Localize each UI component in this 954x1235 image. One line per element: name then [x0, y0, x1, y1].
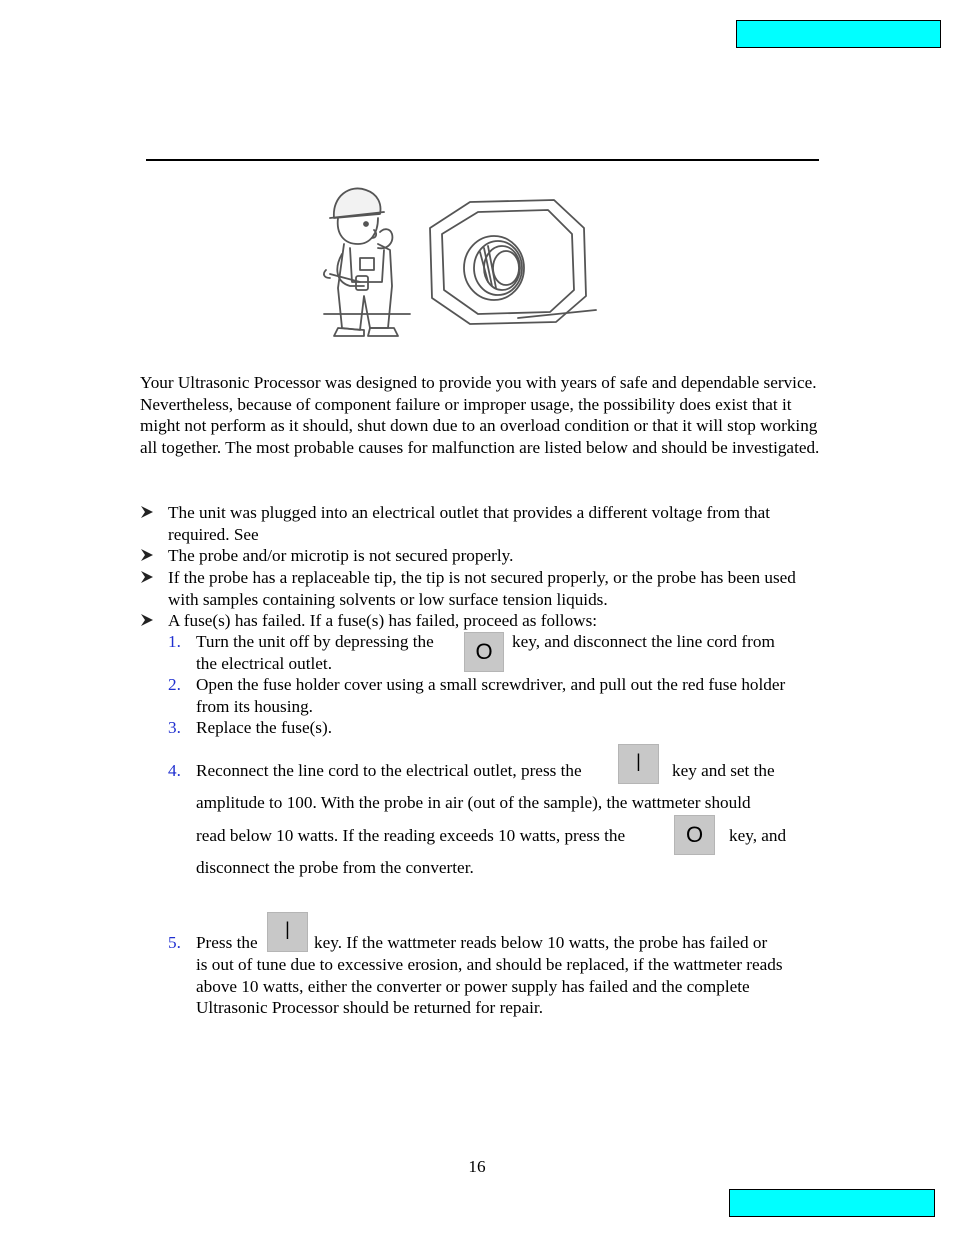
bullet-item: The probe and/or microtip is not secured properly. — [168, 546, 514, 565]
step-text: Open the fuse holder cover using a small screwdriver, and pull out the red fuse holder from its housing. — [196, 675, 786, 716]
step-text: amplitude to 100. With the probe in air (out of the sample), the wattmeter should — [196, 793, 751, 812]
on-key-icon: | — [267, 912, 308, 952]
arrowhead-bullet-icon — [140, 613, 154, 627]
step-number: 2. — [168, 675, 181, 694]
step-text: Reconnect the line cord to the electrical outlet, press the — [196, 761, 582, 780]
worker-with-giant-nut-illustration — [320, 178, 600, 350]
bullet-item: A fuse(s) has failed. If a fuse(s) has failed, proceed as follows: — [168, 611, 598, 630]
step-text: key. If the wattmeter reads below 10 watts, the probe has failed or — [314, 933, 768, 952]
step-text: read below 10 watts. If the reading exceeds 10 watts, press the — [196, 826, 626, 845]
off-key-icon: O — [464, 632, 504, 672]
header-rule — [146, 159, 819, 161]
arrowhead-bullet-icon — [140, 505, 154, 519]
on-key-icon: | — [618, 744, 659, 784]
step-text: Press the — [196, 933, 258, 952]
step-number: 4. — [168, 761, 181, 780]
step-text: is out of tune due to excessive erosion, and should be replaced, if the wattmeter reads above 10 watts, either the converter or power supply has failed and the complete Ultrasonic Processor should be returned for repair. — [196, 955, 783, 1017]
nav-box-top[interactable] — [736, 20, 941, 48]
intro-paragraph: Your Ultrasonic Processor was designed to provide you with years of safe and dependable service. Nevertheless, because of component failure or improper usage, the possibility does exist that it might not perform as it should, shut down due to an overload condition or that it will stop working all together. The most probable causes for malfunction are listed below and should be investigated. — [140, 373, 820, 457]
bullet-item: If the probe has a replaceable tip, the tip is not secured properly, or the probe has been used with samples containing solvents or low surface tension liquids. — [168, 568, 796, 609]
step-number: 3. — [168, 718, 181, 737]
step-text: Turn the unit off by depressing the — [196, 632, 434, 651]
step-number: 1. — [168, 632, 181, 651]
step-number: 5. — [168, 933, 181, 952]
off-key-icon: O — [674, 815, 715, 855]
bullet-item: The unit was plugged into an electrical outlet that provides a different voltage from that required. See — [168, 503, 771, 544]
nav-box-bottom[interactable] — [729, 1189, 935, 1217]
step-text: disconnect the probe from the converter. — [196, 858, 474, 877]
step-text: key, and — [729, 826, 787, 845]
arrowhead-bullet-icon — [140, 570, 154, 584]
step-text: key and set the — [672, 761, 775, 780]
step-text: Replace the fuse(s). — [196, 718, 333, 737]
step-text: key, and disconnect the line cord from — [512, 632, 775, 651]
arrowhead-bullet-icon — [140, 548, 154, 562]
page-number: 16 — [468, 1157, 486, 1176]
step-text: the electrical outlet. — [196, 654, 332, 673]
